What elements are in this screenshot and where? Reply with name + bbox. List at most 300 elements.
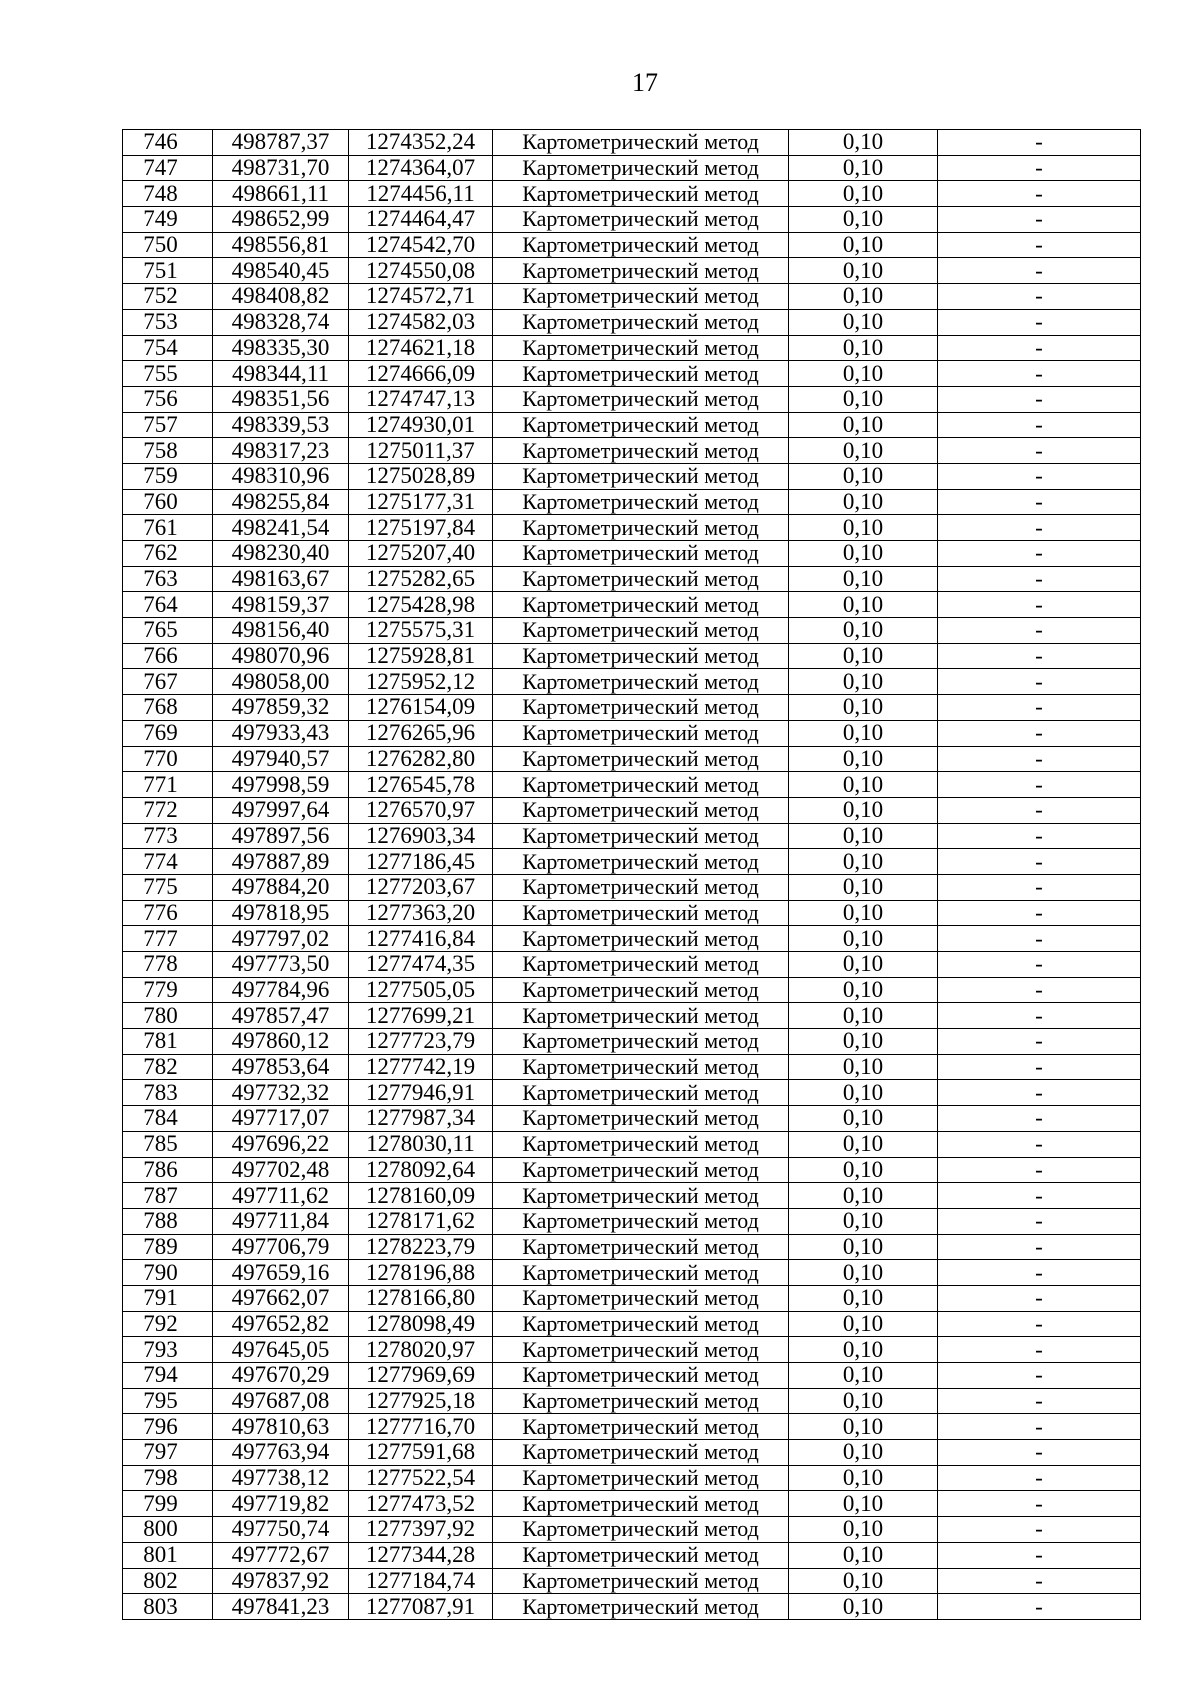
method-cell: Картометрический метод xyxy=(493,952,789,978)
note-cell: - xyxy=(938,669,1141,695)
method-cell: Картометрический метод xyxy=(493,1054,789,1080)
method-cell: Картометрический метод xyxy=(493,566,789,592)
table-row xyxy=(123,720,1141,746)
y-coordinate-cell: 1274572,71 xyxy=(349,284,493,310)
error-cell: 0,10 xyxy=(789,1285,938,1311)
point-number-cell: 802 xyxy=(123,1568,213,1594)
x-coordinate-cell: 498339,53 xyxy=(213,412,349,438)
note-cell: - xyxy=(938,1414,1141,1440)
y-coordinate-cell: 1275207,40 xyxy=(349,541,493,567)
note-cell: - xyxy=(938,772,1141,798)
point-number-cell: 751 xyxy=(123,258,213,284)
point-number-cell: 780 xyxy=(123,1003,213,1029)
point-number-cell: 794 xyxy=(123,1363,213,1389)
table-row xyxy=(123,1260,1141,1286)
method-cell: Картометрический метод xyxy=(493,1208,789,1234)
method-cell: Картометрический метод xyxy=(493,1491,789,1517)
method-cell: Картометрический метод xyxy=(493,1285,789,1311)
note-cell: - xyxy=(938,335,1141,361)
y-coordinate-cell: 1275952,12 xyxy=(349,669,493,695)
y-coordinate-cell: 1274582,03 xyxy=(349,309,493,335)
note-cell: - xyxy=(938,541,1141,567)
table-row xyxy=(123,1594,1141,1620)
method-cell: Картометрический метод xyxy=(493,1157,789,1183)
x-coordinate-cell: 497659,16 xyxy=(213,1260,349,1286)
table-row xyxy=(123,361,1141,387)
note-cell: - xyxy=(938,1106,1141,1132)
y-coordinate-cell: 1275177,31 xyxy=(349,489,493,515)
point-number-cell: 800 xyxy=(123,1517,213,1543)
point-number-cell: 797 xyxy=(123,1440,213,1466)
x-coordinate-cell: 497857,47 xyxy=(213,1003,349,1029)
table-row xyxy=(123,207,1141,233)
table-row xyxy=(123,1003,1141,1029)
method-cell: Картометрический метод xyxy=(493,746,789,772)
y-coordinate-cell: 1277186,45 xyxy=(349,849,493,875)
table-row xyxy=(123,592,1141,618)
table-row xyxy=(123,284,1141,310)
table-row xyxy=(123,412,1141,438)
x-coordinate-cell: 497662,07 xyxy=(213,1285,349,1311)
error-cell: 0,10 xyxy=(789,1311,938,1337)
point-number-cell: 772 xyxy=(123,797,213,823)
x-coordinate-cell: 497837,92 xyxy=(213,1568,349,1594)
error-cell: 0,10 xyxy=(789,1260,938,1286)
y-coordinate-cell: 1276154,09 xyxy=(349,695,493,721)
y-coordinate-cell: 1275928,81 xyxy=(349,643,493,669)
error-cell: 0,10 xyxy=(789,849,938,875)
point-number-cell: 803 xyxy=(123,1594,213,1620)
error-cell: 0,10 xyxy=(789,541,938,567)
note-cell: - xyxy=(938,1054,1141,1080)
x-coordinate-cell: 498255,84 xyxy=(213,489,349,515)
point-number-cell: 755 xyxy=(123,361,213,387)
error-cell: 0,10 xyxy=(789,438,938,464)
y-coordinate-cell: 1277087,91 xyxy=(349,1594,493,1620)
y-coordinate-cell: 1277987,34 xyxy=(349,1106,493,1132)
method-cell: Картометрический метод xyxy=(493,618,789,644)
method-cell: Картометрический метод xyxy=(493,849,789,875)
note-cell: - xyxy=(938,155,1141,181)
x-coordinate-cell: 497732,32 xyxy=(213,1080,349,1106)
table-row xyxy=(123,1440,1141,1466)
note-cell: - xyxy=(938,1157,1141,1183)
y-coordinate-cell: 1277505,05 xyxy=(349,977,493,1003)
point-number-cell: 749 xyxy=(123,207,213,233)
method-cell: Картометрический метод xyxy=(493,489,789,515)
point-number-cell: 793 xyxy=(123,1337,213,1363)
y-coordinate-cell: 1278223,79 xyxy=(349,1234,493,1260)
y-coordinate-cell: 1276903,34 xyxy=(349,823,493,849)
error-cell: 0,10 xyxy=(789,155,938,181)
y-coordinate-cell: 1274930,01 xyxy=(349,412,493,438)
y-coordinate-cell: 1276545,78 xyxy=(349,772,493,798)
table-row xyxy=(123,258,1141,284)
table-row xyxy=(123,1363,1141,1389)
x-coordinate-cell: 497738,12 xyxy=(213,1465,349,1491)
note-cell: - xyxy=(938,1080,1141,1106)
y-coordinate-cell: 1274666,09 xyxy=(349,361,493,387)
point-number-cell: 788 xyxy=(123,1208,213,1234)
error-cell: 0,10 xyxy=(789,797,938,823)
error-cell: 0,10 xyxy=(789,1106,938,1132)
note-cell: - xyxy=(938,720,1141,746)
note-cell: - xyxy=(938,1491,1141,1517)
x-coordinate-cell: 498241,54 xyxy=(213,515,349,541)
error-cell: 0,10 xyxy=(789,1465,938,1491)
table-row xyxy=(123,335,1141,361)
table-row xyxy=(123,618,1141,644)
method-cell: Картометрический метод xyxy=(493,284,789,310)
point-number-cell: 787 xyxy=(123,1183,213,1209)
table-row xyxy=(123,1208,1141,1234)
error-cell: 0,10 xyxy=(789,361,938,387)
error-cell: 0,10 xyxy=(789,1054,938,1080)
x-coordinate-cell: 498351,56 xyxy=(213,386,349,412)
x-coordinate-cell: 497652,82 xyxy=(213,1311,349,1337)
x-coordinate-cell: 497859,32 xyxy=(213,695,349,721)
table-row xyxy=(123,1491,1141,1517)
method-cell: Картометрический метод xyxy=(493,1594,789,1620)
x-coordinate-cell: 498163,67 xyxy=(213,566,349,592)
error-cell: 0,10 xyxy=(789,1594,938,1620)
y-coordinate-cell: 1275428,98 xyxy=(349,592,493,618)
method-cell: Картометрический метод xyxy=(493,515,789,541)
y-coordinate-cell: 1278171,62 xyxy=(349,1208,493,1234)
method-cell: Картометрический метод xyxy=(493,155,789,181)
y-coordinate-cell: 1277723,79 xyxy=(349,1029,493,1055)
note-cell: - xyxy=(938,977,1141,1003)
error-cell: 0,10 xyxy=(789,515,938,541)
note-cell: - xyxy=(938,643,1141,669)
method-cell: Картометрический метод xyxy=(493,258,789,284)
note-cell: - xyxy=(938,258,1141,284)
note-cell: - xyxy=(938,1542,1141,1568)
method-cell: Картометрический метод xyxy=(493,1234,789,1260)
point-number-cell: 777 xyxy=(123,926,213,952)
method-cell: Картометрический метод xyxy=(493,1568,789,1594)
x-coordinate-cell: 497897,56 xyxy=(213,823,349,849)
x-coordinate-cell: 497702,48 xyxy=(213,1157,349,1183)
error-cell: 0,10 xyxy=(789,1208,938,1234)
table-row xyxy=(123,823,1141,849)
method-cell: Картометрический метод xyxy=(493,412,789,438)
note-cell: - xyxy=(938,463,1141,489)
note-cell: - xyxy=(938,489,1141,515)
x-coordinate-cell: 497750,74 xyxy=(213,1517,349,1543)
error-cell: 0,10 xyxy=(789,258,938,284)
note-cell: - xyxy=(938,1465,1141,1491)
table-row xyxy=(123,438,1141,464)
method-cell: Картометрический метод xyxy=(493,232,789,258)
y-coordinate-cell: 1274621,18 xyxy=(349,335,493,361)
error-cell: 0,10 xyxy=(789,720,938,746)
method-cell: Картометрический метод xyxy=(493,463,789,489)
table-row xyxy=(123,1157,1141,1183)
method-cell: Картометрический метод xyxy=(493,720,789,746)
method-cell: Картометрический метод xyxy=(493,1260,789,1286)
table-row xyxy=(123,1465,1141,1491)
method-cell: Картометрический метод xyxy=(493,335,789,361)
method-cell: Картометрический метод xyxy=(493,1131,789,1157)
table-row xyxy=(123,1414,1141,1440)
table-row xyxy=(123,463,1141,489)
table-row xyxy=(123,309,1141,335)
note-cell: - xyxy=(938,361,1141,387)
y-coordinate-cell: 1277699,21 xyxy=(349,1003,493,1029)
note-cell: - xyxy=(938,1029,1141,1055)
y-coordinate-cell: 1277184,74 xyxy=(349,1568,493,1594)
note-cell: - xyxy=(938,386,1141,412)
note-cell: - xyxy=(938,1517,1141,1543)
x-coordinate-cell: 497818,95 xyxy=(213,900,349,926)
y-coordinate-cell: 1277416,84 xyxy=(349,926,493,952)
y-coordinate-cell: 1278160,09 xyxy=(349,1183,493,1209)
error-cell: 0,10 xyxy=(789,1414,938,1440)
error-cell: 0,10 xyxy=(789,181,938,207)
y-coordinate-cell: 1277591,68 xyxy=(349,1440,493,1466)
point-number-cell: 746 xyxy=(123,130,213,156)
note-cell: - xyxy=(938,1183,1141,1209)
error-cell: 0,10 xyxy=(789,1542,938,1568)
x-coordinate-cell: 497797,02 xyxy=(213,926,349,952)
error-cell: 0,10 xyxy=(789,1388,938,1414)
method-cell: Картометрический метод xyxy=(493,669,789,695)
table-row xyxy=(123,1285,1141,1311)
note-cell: - xyxy=(938,1388,1141,1414)
table-row xyxy=(123,1080,1141,1106)
y-coordinate-cell: 1277522,54 xyxy=(349,1465,493,1491)
point-number-cell: 750 xyxy=(123,232,213,258)
method-cell: Картометрический метод xyxy=(493,977,789,1003)
error-cell: 0,10 xyxy=(789,1517,938,1543)
y-coordinate-cell: 1274352,24 xyxy=(349,130,493,156)
error-cell: 0,10 xyxy=(789,566,938,592)
note-cell: - xyxy=(938,1003,1141,1029)
table-row xyxy=(123,130,1141,156)
x-coordinate-cell: 498661,11 xyxy=(213,181,349,207)
note-cell: - xyxy=(938,1208,1141,1234)
y-coordinate-cell: 1278092,64 xyxy=(349,1157,493,1183)
y-coordinate-cell: 1278020,97 xyxy=(349,1337,493,1363)
error-cell: 0,10 xyxy=(789,1029,938,1055)
method-cell: Картометрический метод xyxy=(493,181,789,207)
note-cell: - xyxy=(938,412,1141,438)
point-number-cell: 791 xyxy=(123,1285,213,1311)
x-coordinate-cell: 498556,81 xyxy=(213,232,349,258)
method-cell: Картометрический метод xyxy=(493,1106,789,1132)
method-cell: Картометрический метод xyxy=(493,926,789,952)
error-cell: 0,10 xyxy=(789,1491,938,1517)
x-coordinate-cell: 498540,45 xyxy=(213,258,349,284)
x-coordinate-cell: 497887,89 xyxy=(213,849,349,875)
point-number-cell: 778 xyxy=(123,952,213,978)
method-cell: Картометрический метод xyxy=(493,695,789,721)
x-coordinate-cell: 498159,37 xyxy=(213,592,349,618)
table-row xyxy=(123,643,1141,669)
error-cell: 0,10 xyxy=(789,1080,938,1106)
method-cell: Картометрический метод xyxy=(493,1029,789,1055)
note-cell: - xyxy=(938,952,1141,978)
error-cell: 0,10 xyxy=(789,977,938,1003)
error-cell: 0,10 xyxy=(789,335,938,361)
note-cell: - xyxy=(938,1440,1141,1466)
table-row xyxy=(123,1311,1141,1337)
error-cell: 0,10 xyxy=(789,232,938,258)
error-cell: 0,10 xyxy=(789,386,938,412)
table-row xyxy=(123,849,1141,875)
note-cell: - xyxy=(938,515,1141,541)
point-number-cell: 789 xyxy=(123,1234,213,1260)
error-cell: 0,10 xyxy=(789,1568,938,1594)
table-row xyxy=(123,977,1141,1003)
table-row xyxy=(123,1568,1141,1594)
x-coordinate-cell: 498310,96 xyxy=(213,463,349,489)
y-coordinate-cell: 1274456,11 xyxy=(349,181,493,207)
table-row xyxy=(123,386,1141,412)
error-cell: 0,10 xyxy=(789,463,938,489)
method-cell: Картометрический метод xyxy=(493,1003,789,1029)
error-cell: 0,10 xyxy=(789,284,938,310)
note-cell: - xyxy=(938,284,1141,310)
x-coordinate-cell: 498787,37 xyxy=(213,130,349,156)
y-coordinate-cell: 1277716,70 xyxy=(349,1414,493,1440)
method-cell: Картометрический метод xyxy=(493,1388,789,1414)
point-number-cell: 786 xyxy=(123,1157,213,1183)
table-row xyxy=(123,1131,1141,1157)
point-number-cell: 771 xyxy=(123,772,213,798)
table-row xyxy=(123,669,1141,695)
point-number-cell: 761 xyxy=(123,515,213,541)
error-cell: 0,10 xyxy=(789,618,938,644)
point-number-cell: 792 xyxy=(123,1311,213,1337)
y-coordinate-cell: 1274550,08 xyxy=(349,258,493,284)
point-number-cell: 785 xyxy=(123,1131,213,1157)
table-row xyxy=(123,1054,1141,1080)
point-number-cell: 799 xyxy=(123,1491,213,1517)
point-number-cell: 765 xyxy=(123,618,213,644)
point-number-cell: 779 xyxy=(123,977,213,1003)
point-number-cell: 756 xyxy=(123,386,213,412)
point-number-cell: 801 xyxy=(123,1542,213,1568)
note-cell: - xyxy=(938,1234,1141,1260)
note-cell: - xyxy=(938,1568,1141,1594)
error-cell: 0,10 xyxy=(789,130,938,156)
note-cell: - xyxy=(938,849,1141,875)
point-number-cell: 769 xyxy=(123,720,213,746)
error-cell: 0,10 xyxy=(789,695,938,721)
method-cell: Картометрический метод xyxy=(493,797,789,823)
x-coordinate-cell: 498652,99 xyxy=(213,207,349,233)
error-cell: 0,10 xyxy=(789,1234,938,1260)
method-cell: Картометрический метод xyxy=(493,438,789,464)
method-cell: Картометрический метод xyxy=(493,207,789,233)
method-cell: Картометрический метод xyxy=(493,361,789,387)
table-row xyxy=(123,1388,1141,1414)
error-cell: 0,10 xyxy=(789,1440,938,1466)
method-cell: Картометрический метод xyxy=(493,643,789,669)
method-cell: Картометрический метод xyxy=(493,592,789,618)
point-number-cell: 795 xyxy=(123,1388,213,1414)
error-cell: 0,10 xyxy=(789,1131,938,1157)
y-coordinate-cell: 1274364,07 xyxy=(349,155,493,181)
table-row xyxy=(123,232,1141,258)
point-number-cell: 758 xyxy=(123,438,213,464)
method-cell: Картометрический метод xyxy=(493,1080,789,1106)
x-coordinate-cell: 497784,96 xyxy=(213,977,349,1003)
x-coordinate-cell: 497687,08 xyxy=(213,1388,349,1414)
note-cell: - xyxy=(938,1131,1141,1157)
x-coordinate-cell: 497719,82 xyxy=(213,1491,349,1517)
note-cell: - xyxy=(938,130,1141,156)
y-coordinate-cell: 1274747,13 xyxy=(349,386,493,412)
point-number-cell: 766 xyxy=(123,643,213,669)
point-number-cell: 757 xyxy=(123,412,213,438)
y-coordinate-cell: 1278196,88 xyxy=(349,1260,493,1286)
point-number-cell: 782 xyxy=(123,1054,213,1080)
y-coordinate-cell: 1277344,28 xyxy=(349,1542,493,1568)
x-coordinate-cell: 497884,20 xyxy=(213,874,349,900)
note-cell: - xyxy=(938,207,1141,233)
method-cell: Картометрический метод xyxy=(493,309,789,335)
point-number-cell: 783 xyxy=(123,1080,213,1106)
method-cell: Картометрический метод xyxy=(493,1337,789,1363)
point-number-cell: 790 xyxy=(123,1260,213,1286)
method-cell: Картометрический метод xyxy=(493,1542,789,1568)
x-coordinate-cell: 497810,63 xyxy=(213,1414,349,1440)
error-cell: 0,10 xyxy=(789,207,938,233)
error-cell: 0,10 xyxy=(789,1183,938,1209)
x-coordinate-cell: 497717,07 xyxy=(213,1106,349,1132)
x-coordinate-cell: 497998,59 xyxy=(213,772,349,798)
error-cell: 0,10 xyxy=(789,489,938,515)
y-coordinate-cell: 1277946,91 xyxy=(349,1080,493,1106)
point-number-cell: 759 xyxy=(123,463,213,489)
y-coordinate-cell: 1275197,84 xyxy=(349,515,493,541)
method-cell: Картометрический метод xyxy=(493,772,789,798)
method-cell: Картометрический метод xyxy=(493,1363,789,1389)
error-cell: 0,10 xyxy=(789,900,938,926)
y-coordinate-cell: 1278098,49 xyxy=(349,1311,493,1337)
method-cell: Картометрический метод xyxy=(493,1311,789,1337)
y-coordinate-cell: 1277474,35 xyxy=(349,952,493,978)
error-cell: 0,10 xyxy=(789,952,938,978)
table-row xyxy=(123,1183,1141,1209)
y-coordinate-cell: 1277742,19 xyxy=(349,1054,493,1080)
point-number-cell: 754 xyxy=(123,335,213,361)
y-coordinate-cell: 1275575,31 xyxy=(349,618,493,644)
error-cell: 0,10 xyxy=(789,1157,938,1183)
point-number-cell: 796 xyxy=(123,1414,213,1440)
table-row xyxy=(123,515,1141,541)
note-cell: - xyxy=(938,181,1141,207)
y-coordinate-cell: 1275282,65 xyxy=(349,566,493,592)
x-coordinate-cell: 497670,29 xyxy=(213,1363,349,1389)
table-row xyxy=(123,746,1141,772)
point-number-cell: 763 xyxy=(123,566,213,592)
y-coordinate-cell: 1277473,52 xyxy=(349,1491,493,1517)
method-cell: Картометрический метод xyxy=(493,1517,789,1543)
method-cell: Картометрический метод xyxy=(493,900,789,926)
note-cell: - xyxy=(938,592,1141,618)
error-cell: 0,10 xyxy=(789,309,938,335)
y-coordinate-cell: 1275011,37 xyxy=(349,438,493,464)
x-coordinate-cell: 498156,40 xyxy=(213,618,349,644)
error-cell: 0,10 xyxy=(789,926,938,952)
y-coordinate-cell: 1274542,70 xyxy=(349,232,493,258)
note-cell: - xyxy=(938,874,1141,900)
x-coordinate-cell: 497711,84 xyxy=(213,1208,349,1234)
